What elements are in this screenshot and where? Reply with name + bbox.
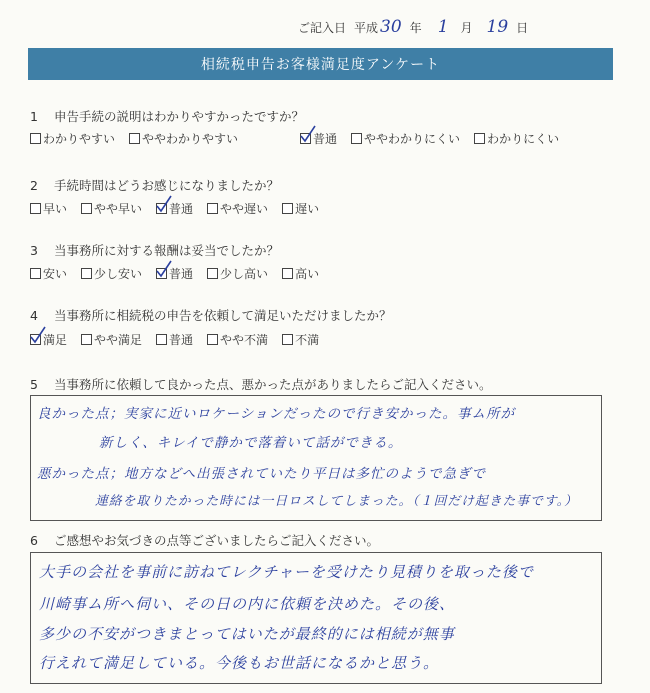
checkmark-icon xyxy=(155,194,173,214)
question-number: 2 xyxy=(30,178,38,193)
q6-answer-box[interactable] xyxy=(30,552,602,684)
handwritten-answer-line: 大手の会社を事前に訪ねてレクチャーを受けたり見積りを取った後で xyxy=(39,563,534,581)
month-unit: 月 xyxy=(460,21,473,35)
question-6 xyxy=(28,531,379,549)
handwritten-answer-line: 多少の不安がつきまとってはいたが最終的には相続が無事 xyxy=(39,625,455,643)
checkbox[interactable] xyxy=(129,133,140,144)
question-text: 当事務所に依頼して良かった点、悪かった点がありましたらご記入ください。 xyxy=(54,377,492,392)
checkbox[interactable] xyxy=(351,133,362,144)
question-text: 申告手続の説明はわかりやすかったですか？ xyxy=(54,109,305,124)
q2-option-2[interactable]: やや早い xyxy=(81,200,142,217)
checkbox[interactable] xyxy=(30,268,41,279)
month-value: 1 xyxy=(437,17,449,37)
q3-option-5[interactable]: 高い xyxy=(282,265,319,282)
q4-option-3[interactable]: 普通 xyxy=(156,331,193,348)
checkbox[interactable] xyxy=(207,203,218,214)
question-2 xyxy=(28,176,279,194)
question-5 xyxy=(28,375,492,393)
checkbox[interactable] xyxy=(156,334,167,345)
q3-option-1[interactable]: 安い xyxy=(30,265,67,282)
date-label: ご記入日 xyxy=(298,21,347,35)
year-value: 30 xyxy=(380,17,402,37)
question-number: 4 xyxy=(30,308,38,323)
q1-option-2[interactable]: ややわかりやすい xyxy=(129,130,238,147)
q1-option-1[interactable]: わかりやすい xyxy=(30,130,115,147)
handwritten-answer-line: 連絡を取りたかった時には一日ロスしてしまった。（１回だけ起きた事です。） xyxy=(95,494,578,509)
checkmark-icon xyxy=(155,259,173,279)
era-label: 平成 xyxy=(354,21,379,35)
question-text: ご感想やお気づきの点等ございましたらご記入ください。 xyxy=(54,533,380,548)
checkbox[interactable] xyxy=(282,334,293,345)
question-1-options xyxy=(30,130,573,147)
day-unit: 日 xyxy=(516,21,529,35)
q4-option-1[interactable]: 満足 xyxy=(30,331,67,348)
checkbox[interactable] xyxy=(282,268,293,279)
checkbox-checked[interactable] xyxy=(156,203,167,214)
question-text: 当事務所に対する報酬は妥当でしたか？ xyxy=(54,243,280,258)
checkbox[interactable] xyxy=(30,203,41,214)
handwritten-answer-line: 良かった点；実家に近いロケーションだったので行き安かった。事ム所が xyxy=(37,406,515,422)
q4-option-2[interactable]: やや満足 xyxy=(81,331,142,348)
q5-answer-box[interactable] xyxy=(30,395,602,521)
q3-option-3[interactable]: 普通 xyxy=(156,265,193,282)
question-4-options xyxy=(30,331,333,348)
q3-option-2[interactable]: 少し安い xyxy=(81,265,142,282)
question-3 xyxy=(28,241,279,259)
question-1 xyxy=(28,107,304,125)
checkbox[interactable] xyxy=(474,133,485,144)
survey-title: 相続税申告お客様満足度アンケート xyxy=(200,57,441,73)
q4-option-5[interactable]: 不満 xyxy=(282,331,319,348)
question-text: 手続時間はどうお感じになりましたか？ xyxy=(54,178,280,193)
q1-option-5[interactable]: わかりにくい xyxy=(474,130,559,147)
handwritten-answer-line: 川崎事ム所へ伺い、その日の内に依頼を決めた。その後、 xyxy=(39,595,456,613)
checkbox[interactable] xyxy=(81,268,92,279)
survey-title-banner xyxy=(28,48,613,80)
q1-option-4[interactable]: ややわかりにくい xyxy=(351,130,460,147)
q3-option-4[interactable]: 少し高い xyxy=(207,265,268,282)
question-number: 6 xyxy=(30,533,38,548)
year-unit: 年 xyxy=(409,21,422,35)
checkbox[interactable] xyxy=(30,133,41,144)
checkbox[interactable] xyxy=(207,268,218,279)
checkmark-icon xyxy=(299,124,317,144)
handwritten-answer-line: 新しく、キレイで静かで落着いて話ができる。 xyxy=(99,435,403,451)
question-text: 当事務所に相続税の申告を依頼して満足いただけましたか？ xyxy=(54,308,392,323)
checkmark-icon xyxy=(29,325,47,345)
checkbox-checked[interactable] xyxy=(300,133,311,144)
checkbox[interactable] xyxy=(282,203,293,214)
q4-option-4[interactable]: やや不満 xyxy=(207,331,268,348)
q2-option-4[interactable]: やや遅い xyxy=(207,200,268,217)
question-3-options xyxy=(30,265,333,282)
checkbox-checked[interactable] xyxy=(156,268,167,279)
checkbox-checked[interactable] xyxy=(30,334,41,345)
handwritten-answer-line: 行えれて満足している。今後もお世話になるかと思う。 xyxy=(39,654,440,672)
q1-option-3[interactable]: 普通 xyxy=(300,130,337,147)
checkbox[interactable] xyxy=(81,203,92,214)
question-number: 1 xyxy=(30,109,38,124)
day-value: 19 xyxy=(486,17,509,37)
q2-option-1[interactable]: 早い xyxy=(30,200,67,217)
question-number: 3 xyxy=(30,243,38,258)
q2-option-3[interactable]: 普通 xyxy=(156,200,193,217)
question-4 xyxy=(28,306,392,324)
question-2-options xyxy=(30,200,333,217)
date-line xyxy=(298,17,528,37)
q2-option-5[interactable]: 遅い xyxy=(282,200,319,217)
question-number: 5 xyxy=(30,377,38,392)
handwritten-answer-line: 悪かった点；地方などへ出張されていたり平日は多忙のようで急ぎで xyxy=(37,466,486,482)
checkbox[interactable] xyxy=(81,334,92,345)
checkbox[interactable] xyxy=(207,334,218,345)
